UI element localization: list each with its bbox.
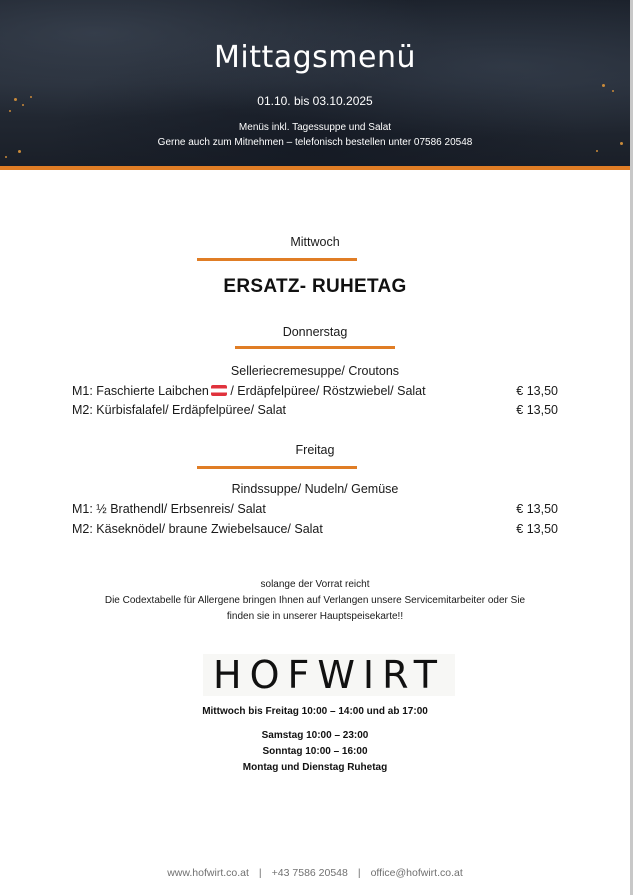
allergen-note-cont: finden sie in unserer Hauptspeisekarte!! (226, 611, 404, 622)
decor-speck (596, 150, 598, 152)
decor-speck (5, 156, 7, 158)
footer-phone[interactable]: +43 7586 20548 (271, 867, 348, 879)
header-banner (0, 0, 630, 166)
hours-closed-days: Montag und Dienstag Ruhetag (242, 762, 388, 773)
dish-row (72, 382, 558, 400)
footer-email-link[interactable]: office@hofwirt.co.at (370, 867, 463, 879)
austria-flag-icon (211, 385, 227, 396)
menu-dates: 01.10. bis 03.10.2025 (257, 94, 373, 108)
dish-price: € 13,50 (516, 384, 558, 398)
hours-saturday: Samstag 10:00 – 23:00 (261, 730, 369, 741)
dish-label: M2: Käseknödel/ braune Zwiebelsauce/ Salat (72, 522, 323, 536)
stock-note: solange der Vorrat reicht (260, 579, 370, 590)
soup-of-day: Selleriecremesuppe/ Croutons (230, 364, 400, 378)
decor-speck (602, 84, 605, 87)
footer-website-link[interactable]: www.hofwirt.co.at (167, 867, 249, 879)
hofwirt-logo: HOFWIRT (203, 654, 455, 696)
dish-price: € 13,50 (516, 403, 558, 417)
dish-label: M2: Kürbisfalafel/ Erdäpfelpüree/ Salat (72, 403, 287, 417)
dish-row (72, 401, 558, 419)
dish-row (72, 500, 558, 518)
hours-sunday: Sonntag 10:00 – 16:00 (262, 746, 368, 757)
menu-info-line: Menüs inkl. Tagessuppe und Salat (238, 122, 392, 133)
hours-weekdays: Mittwoch bis Freitag 10:00 – 14:00 und ab 17:00 (202, 706, 428, 717)
dish-price: € 13,50 (516, 502, 558, 516)
day-rule (197, 258, 357, 261)
allergen-note: Die Codextabelle für Allergene bringen Ihnen auf Verlangen unsere Servicemitarbeiter oder Sie (104, 595, 526, 606)
dish-price: € 13,50 (516, 522, 558, 536)
header-accent-rule (0, 166, 630, 170)
day-rule (197, 466, 357, 469)
soup-of-day: Rindssuppe/ Nudeln/ Gemüse (231, 482, 399, 496)
dish-label: M1: ½ Brathendl/ Erbsenreis/ Salat (72, 502, 266, 516)
day-rule (235, 346, 395, 349)
menu-order-line: Gerne auch zum Mitnehmen – telefonisch bestellen unter 07586 20548 (157, 137, 473, 148)
decor-speck (612, 90, 614, 92)
menu-title: Mittagsmenü (213, 40, 416, 75)
dish-row (72, 520, 558, 538)
footer-separator: | (357, 867, 361, 879)
day-heading-wednesday: Mittwoch (290, 235, 340, 249)
day-heading-thursday: Donnerstag (282, 325, 348, 339)
closed-day-notice: ERSATZ- RUHETAG (223, 276, 407, 297)
decor-speck (9, 110, 11, 112)
footer-separator: | (258, 867, 262, 879)
dish-label: M1: Faschierte Laibchen / Erdäpfelpüree/ Röstzwiebel/ Salat (72, 384, 426, 398)
day-heading-friday: Freitag (295, 443, 335, 457)
footer-contact (0, 867, 630, 879)
decor-speck (18, 150, 21, 153)
